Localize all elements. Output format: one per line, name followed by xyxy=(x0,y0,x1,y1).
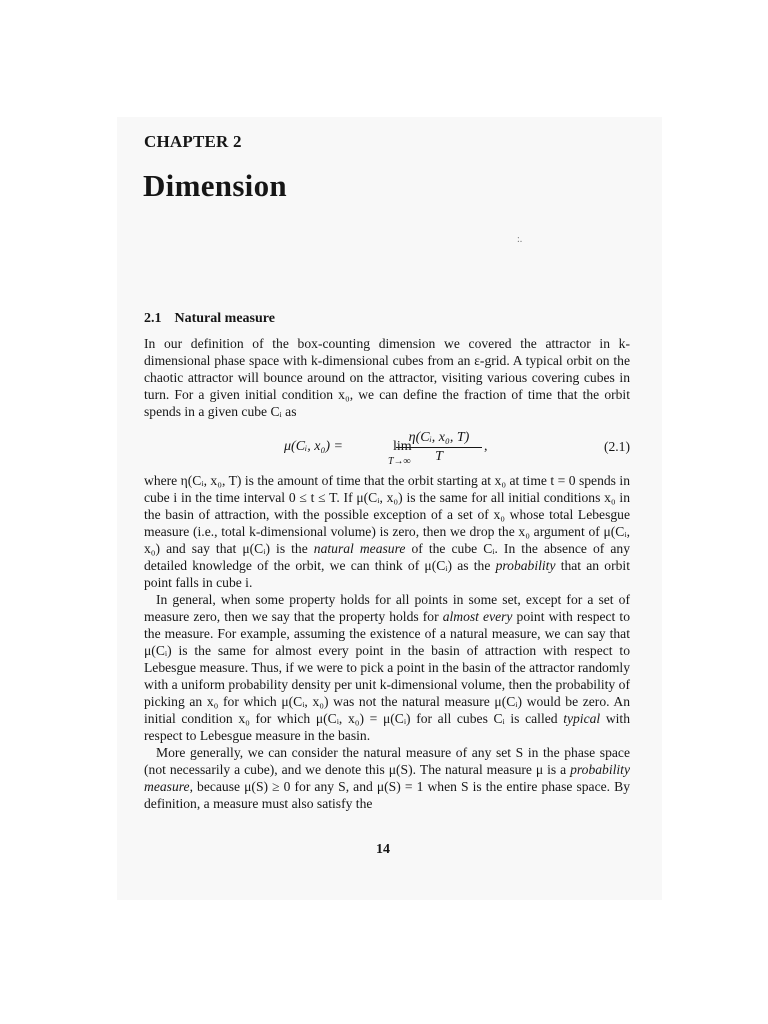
equation-comma: , xyxy=(484,439,488,454)
paragraph-more-generally-text-1: More generally, we can consider the natural measure of any set S in the phase space (not necessarily a cube), and we denote this μ(S). The natural measure μ is a xyxy=(144,745,630,777)
fraction-bar xyxy=(396,447,482,448)
chapter-label: CHAPTER 2 xyxy=(144,132,242,151)
term-probability: probability xyxy=(495,558,556,573)
chapter-title: Dimension xyxy=(143,168,287,203)
term-natural-measure: natural measure xyxy=(313,541,406,556)
equation-lhs: μ(Cᵢ, x₀) = xyxy=(284,439,343,454)
paragraph-almost-every xyxy=(144,591,630,744)
equation-denominator: T xyxy=(435,449,443,464)
paragraph-where-text-2: of the cube Cᵢ. In the absence of any detailed knowledge of the orbit, we can think of μ(Cᵢ) as the xyxy=(144,541,630,573)
paragraph-where-text-3: that an orbit point falls in cube i. xyxy=(144,558,630,590)
paragraph-almost-every-text-2: point with respect to the measure. For example, assuming the existence of a natural measure, we can say that μ(Cᵢ) is the same for almost every point in the basin of attraction with respect to Lebesgue measure. Thus, if we were to pick a point in the basin of the attractor randomly with a uniform probability density per unit k-dimensional volume, then the probability of picking an x₀ for which μ(Cᵢ, x₀) was not the natural measure μ(Cᵢ) would be zero. An initial condition x₀ for which μ(Cᵢ, x₀) = μ(Cᵢ) for all cubes Cᵢ is called xyxy=(144,609,630,726)
equation-limit-subscript: T→∞ xyxy=(388,456,411,467)
equation-fraction xyxy=(396,430,482,465)
equation-2-1 xyxy=(144,430,630,468)
paragraph-intro xyxy=(144,335,630,420)
paragraph-more-generally xyxy=(144,744,630,812)
paragraph-more-generally-text-2: , because μ(S) ≥ 0 for any S, and μ(S) = 1 when S is the entire phase space. By definition, a measure must also satisfy the xyxy=(144,779,630,811)
paragraph-where xyxy=(144,472,630,591)
body-text xyxy=(144,472,630,812)
section-heading xyxy=(144,311,275,327)
term-typical: typical xyxy=(563,711,601,726)
page-number: 14 xyxy=(376,842,390,857)
term-probability-measure: probability measure xyxy=(144,762,630,794)
equation-number: (2.1) xyxy=(603,439,630,454)
scan-speck: :. xyxy=(517,234,523,245)
term-almost-every: almost every xyxy=(442,609,513,624)
equation-numerator: η(Cᵢ, x₀, T) xyxy=(408,430,470,445)
paragraph-almost-every-text-3: with respect to Lebesgue measure in the basin. xyxy=(144,711,630,743)
equation-limit: lim xyxy=(393,439,412,454)
paragraph-almost-every-text-1: In general, when some property holds for all points in some set, except for a set of measure zero, then we say that the property holds for xyxy=(144,592,630,624)
section-number: 2.1 xyxy=(144,311,162,326)
paragraph-where-text-1: where η(Cᵢ, x₀, T) is the amount of time that the orbit starting at x₀ at time t = 0 spends in cube i in the time interval 0 ≤ t ≤ T. If μ(Cᵢ, x₀) is the same for all initial conditions x₀ in the basin of attraction, with the possible exception of a set of x₀ whose total Lebesgue measure (i.e., total k-dimensional volume) is zero, then we drop the x₀ argument of μ(Cᵢ, x₀) and say that μ(Cᵢ) is the xyxy=(144,473,630,556)
paragraph-intro-text: In our definition of the box-counting dimension we covered the attractor in k-dimensional phase space with k-dimensional cubes from an ε-grid. A typical orbit on the chaotic attractor will bounce around on the attractor, visiting various covering cubes in turn. For a given initial condition x₀, we can define the fraction of time that the orbit spends in a given cube Cᵢ as xyxy=(144,336,630,419)
section-title: Natural measure xyxy=(174,311,275,326)
